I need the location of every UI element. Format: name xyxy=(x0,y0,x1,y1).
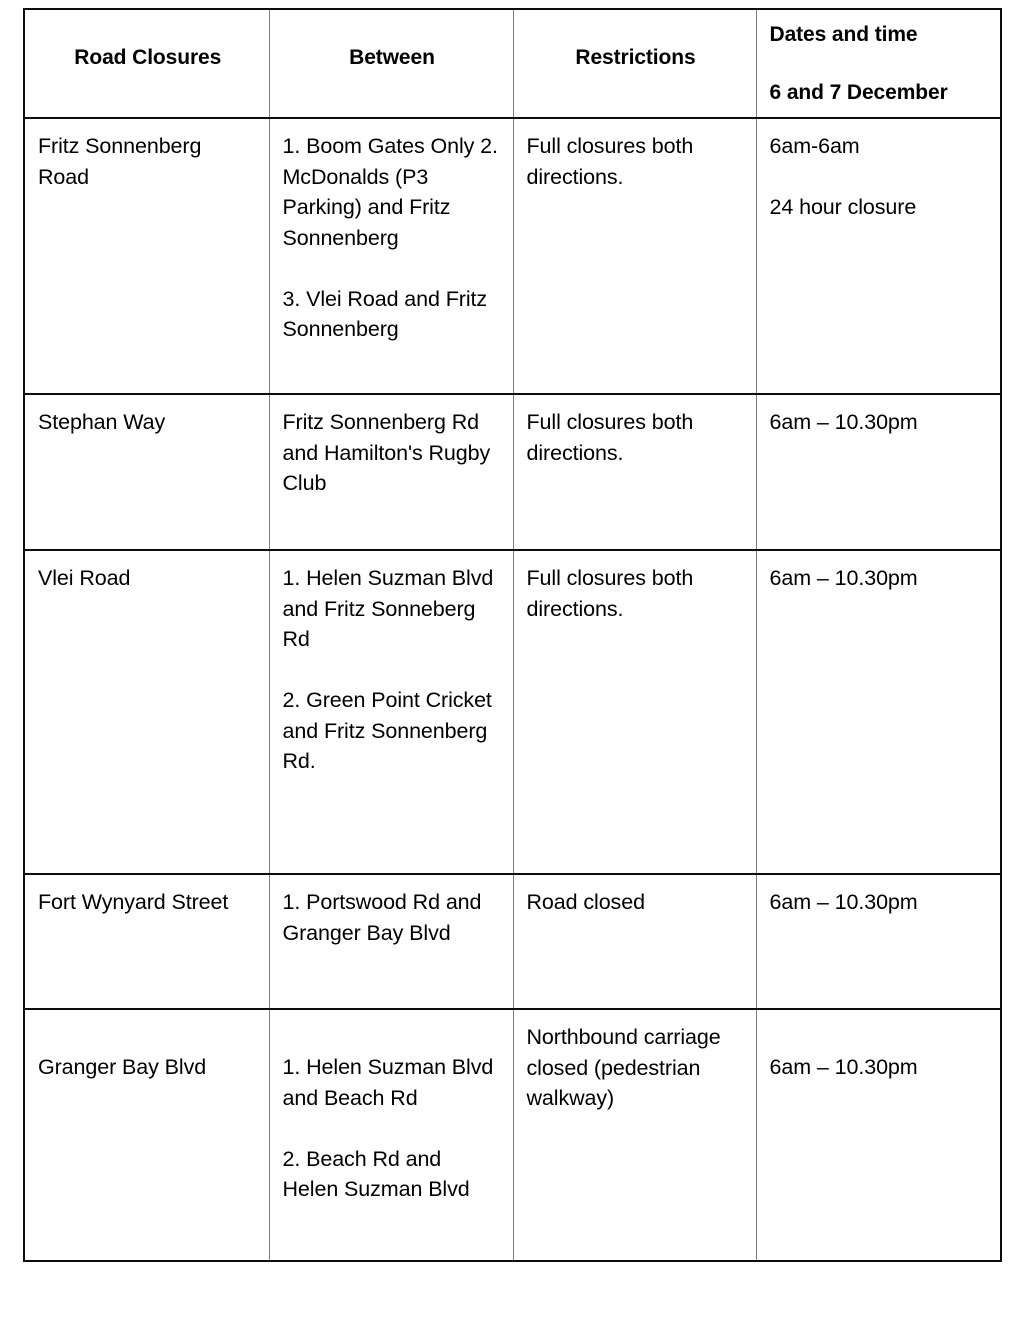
cell-dates-and-time xyxy=(756,874,1001,1009)
cell-restrictions xyxy=(513,550,756,874)
cell-road-name xyxy=(24,1009,269,1261)
restrictions-text: Full closures both directions. xyxy=(526,566,694,621)
cell-between xyxy=(269,1009,513,1261)
between-text-part-1: 1. Helen Suzman Blvd and Fritz Sonneberg Rd xyxy=(282,566,494,651)
dates-text-part-1: 6am – 10.30pm xyxy=(769,410,918,434)
table-row xyxy=(24,118,1001,394)
cell-dates-and-time xyxy=(756,550,1001,874)
cell-dates-and-time xyxy=(756,394,1001,550)
road-name-text: Granger Bay Blvd xyxy=(38,1055,207,1079)
header-label-restrictions: Restrictions xyxy=(575,46,696,69)
table-row xyxy=(24,394,1001,550)
header-label-dates-and-time: Dates and time xyxy=(769,23,918,46)
cell-restrictions xyxy=(513,118,756,394)
column-header-restrictions xyxy=(513,9,756,118)
cell-dates-and-time xyxy=(756,1009,1001,1261)
road-closures-table xyxy=(23,8,1002,1262)
restrictions-text: Road closed xyxy=(526,890,645,914)
road-name-text: Stephan Way xyxy=(38,410,166,434)
dates-text-part-1: 6am – 10.30pm xyxy=(769,890,918,914)
table-row xyxy=(24,874,1001,1009)
table-body xyxy=(24,118,1001,1261)
restrictions-text: Northbound carriage closed (pedestrian walkway) xyxy=(526,1025,721,1110)
between-text-part-2: 2. Green Point Cricket and Fritz Sonnenberg Rd. xyxy=(282,688,492,773)
restrictions-text: Full closures both directions. xyxy=(526,134,694,189)
road-name-text: Fritz Sonnenberg Road xyxy=(38,134,202,189)
cell-dates-and-time xyxy=(756,118,1001,394)
cell-road-name xyxy=(24,118,269,394)
cell-between xyxy=(269,394,513,550)
dates-text-part-2: 24 hour closure xyxy=(769,195,917,219)
restrictions-text: Full closures both directions. xyxy=(526,410,694,465)
column-header-road-closures xyxy=(24,9,269,118)
between-text-part-1: Fritz Sonnenberg Rd and Hamilton's Rugby Club xyxy=(282,410,491,495)
header-label-date-range: 6 and 7 December xyxy=(769,81,948,104)
between-text-part-1: 1. Boom Gates Only 2. McDonalds (P3 Parking) and Fritz Sonnenberg xyxy=(282,134,498,250)
between-text-part-2: 2. Beach Rd and Helen Suzman Blvd xyxy=(282,1146,470,1201)
table-row xyxy=(24,550,1001,874)
cell-between xyxy=(269,874,513,1009)
cell-road-name xyxy=(24,550,269,874)
cell-restrictions xyxy=(513,1009,756,1261)
dates-text-part-1: 6am-6am xyxy=(769,134,860,158)
cell-road-name xyxy=(24,874,269,1009)
cell-between xyxy=(269,118,513,394)
cell-restrictions xyxy=(513,394,756,550)
table-header xyxy=(24,9,1001,118)
between-text-part-1: 1. Helen Suzman Blvd and Beach Rd xyxy=(282,1055,494,1110)
column-header-between xyxy=(269,9,513,118)
cell-road-name xyxy=(24,394,269,550)
header-label-between: Between xyxy=(349,46,435,69)
cell-between xyxy=(269,550,513,874)
header-row xyxy=(24,9,1001,118)
dates-text-part-1: 6am – 10.30pm xyxy=(769,566,918,590)
between-text-part-2: 3. Vlei Road and Fritz Sonnenberg xyxy=(282,286,488,341)
road-name-text: Vlei Road xyxy=(38,566,131,590)
column-header-dates-and-time xyxy=(756,9,1001,118)
table-row xyxy=(24,1009,1001,1261)
header-label-road-closures: Road Closures xyxy=(74,46,222,69)
dates-text-part-1: 6am – 10.30pm xyxy=(769,1055,918,1079)
between-text-part-1: 1. Portswood Rd and Granger Bay Blvd xyxy=(282,890,482,945)
road-name-text: Fort Wynyard Street xyxy=(38,890,229,914)
cell-restrictions xyxy=(513,874,756,1009)
